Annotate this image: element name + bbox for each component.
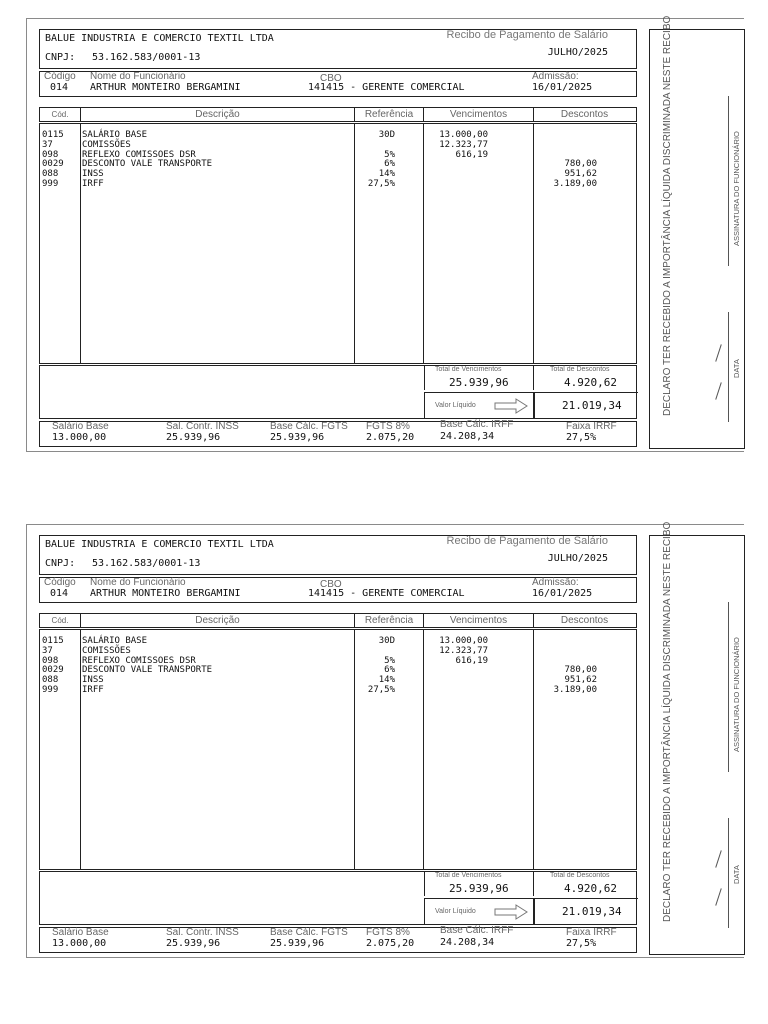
irrf-base-value: 24.208,34 — [440, 431, 495, 442]
salary-base-value: 13.000,00 — [52, 432, 107, 443]
table-body — [39, 629, 637, 870]
header-deductions: Descontos — [560, 615, 609, 626]
date-separator — [715, 888, 722, 905]
header-code: Cód. — [40, 614, 81, 627]
header-deductions: Descontos — [560, 109, 609, 120]
net-pay-label-box — [424, 898, 534, 924]
table-row-code: 0115 — [42, 130, 64, 140]
cnpj-value: 53.162.583/0001-13 — [92, 558, 201, 569]
company-name: BALUE INDUSTRIA E COMERCIO TEXTIL LTDA — [45, 539, 274, 550]
date-label: DATA — [732, 865, 741, 884]
table-row-code: 999 — [42, 684, 59, 695]
table-row-description: COMISSÕES — [82, 645, 131, 656]
admission-date: 16/01/2025 — [532, 82, 593, 93]
admission-label: Admissão: — [532, 71, 579, 82]
table-row-reference: 5% — [384, 149, 395, 160]
cnpj-label: CNPJ: — [45, 558, 76, 569]
column-deductions — [534, 124, 635, 363]
fgts-base-value: 25.939,96 — [270, 938, 325, 949]
table-row-description: INSS — [82, 675, 104, 686]
company-name: BALUE INDUSTRIA E COMERCIO TEXTIL LTDA — [45, 33, 274, 44]
table-row-code: 0029 — [42, 159, 64, 170]
total-deductions-box — [534, 872, 635, 896]
table-row-code: 999 — [42, 178, 59, 189]
arrow-right-icon — [494, 904, 528, 920]
header-description: Descrição — [81, 614, 355, 627]
column-reference — [355, 630, 424, 869]
table-row-reference: 30D — [378, 636, 395, 646]
header-code: Cód. — [40, 108, 81, 121]
net-pay-value: 21.019,34 — [562, 399, 622, 412]
signature-sidebar — [649, 521, 745, 955]
column-description — [81, 630, 355, 869]
header-reference: Referência — [355, 614, 424, 627]
pay-period: JULHO/2025 — [547, 47, 608, 58]
net-pay-label: Valor Líquido — [435, 908, 476, 915]
column-earnings — [424, 124, 534, 363]
date-separator — [715, 850, 722, 867]
cnpj-value: 53.162.583/0001-13 — [92, 52, 201, 63]
table-row-earnings: 13.000,00 — [439, 636, 488, 646]
header-section — [39, 29, 637, 69]
table-row-code: 37 — [42, 645, 53, 656]
arrow-right-icon — [494, 398, 528, 414]
table-row-code: 0115 — [42, 636, 64, 646]
table-row-description: INSS — [82, 169, 104, 180]
employee-section — [39, 71, 637, 97]
table-row-reference: 27,5% — [367, 178, 395, 189]
date-line — [728, 312, 729, 422]
totals-section — [39, 871, 637, 925]
table-row-deductions: 951,62 — [564, 168, 597, 179]
total-earnings-box — [424, 872, 534, 896]
total-deductions-label: Total de Descontos — [550, 366, 610, 373]
total-earnings-value: 25.939,96 — [449, 882, 509, 895]
fgts-label: FGTS 8% — [366, 421, 410, 432]
receipt-declaration: DECLARO TER RECEBIDO A IMPORTÂNCIA LÍQUIDA DISCRIMINADA NESTE RECIBO — [662, 521, 673, 922]
payslip-copy-1 — [26, 15, 744, 452]
column-earnings — [424, 630, 534, 869]
date-label: DATA — [732, 359, 741, 378]
total-deductions-label: Total de Descontos — [550, 872, 610, 879]
irrf-band-value: 27,5% — [566, 432, 597, 443]
inss-base-value: 25.939,96 — [166, 938, 221, 949]
table-row-earnings: 12.323,77 — [439, 139, 488, 150]
irrf-band-value: 27,5% — [566, 938, 597, 949]
table-row-deductions: 780,00 — [564, 159, 597, 169]
bases-section — [39, 927, 637, 953]
date-line — [728, 818, 729, 928]
table-row-deductions: 3.189,00 — [553, 684, 597, 695]
admission-date: 16/01/2025 — [532, 588, 593, 599]
cbo-label: CBO — [320, 579, 342, 590]
column-code — [40, 124, 81, 363]
table-row-code: 098 — [42, 655, 59, 666]
table-row-reference: 14% — [378, 169, 395, 180]
table-row-description: REFLEXO COMISSOES DSR — [82, 149, 196, 160]
total-earnings-label: Total de Vencimentos — [435, 872, 502, 879]
total-earnings-label: Total de Vencimentos — [435, 366, 502, 373]
table-row-code: 37 — [42, 139, 53, 150]
column-description — [81, 124, 355, 363]
irrf-band-label: Faixa IRRF — [566, 421, 617, 432]
name-label: Nome do Funcionário — [90, 71, 186, 82]
column-reference — [355, 124, 424, 363]
table-row-deductions: 780,00 — [564, 665, 597, 675]
fgts-base-value: 25.939,96 — [270, 432, 325, 443]
salary-base-value: 13.000,00 — [52, 938, 107, 949]
inss-base-value: 25.939,96 — [166, 432, 221, 443]
table-row-description: COMISSÕES — [82, 139, 131, 150]
table-row-earnings: 12.323,77 — [439, 645, 488, 656]
column-deductions — [534, 630, 635, 869]
table-row-description: DESCONTO VALE TRANSPORTE — [82, 159, 213, 170]
salary-base-label: Salário Base — [52, 927, 109, 938]
net-pay-value-box — [534, 392, 638, 418]
table-row-code: 088 — [42, 169, 59, 180]
cbo-label: CBO — [320, 73, 342, 84]
receipt-declaration: DECLARO TER RECEBIDO A IMPORTÂNCIA LÍQUIDA DISCRIMINADA NESTE RECIBO — [662, 15, 673, 416]
table-row-description: IRFF — [82, 178, 104, 189]
table-row-reference: 14% — [378, 675, 395, 686]
payslip-copy-2 — [26, 521, 744, 958]
table-row-reference: 27,5% — [367, 684, 395, 695]
table-row-earnings: 13.000,00 — [439, 130, 488, 140]
header-earnings: Vencimentos — [424, 614, 534, 627]
totals-section — [39, 365, 637, 419]
code-label: Código — [44, 577, 76, 588]
inss-base-label: Sal. Contr. INSS — [166, 421, 239, 432]
table-header — [39, 613, 637, 628]
pay-period: JULHO/2025 — [547, 553, 608, 564]
table-row-reference: 30D — [378, 130, 395, 140]
inss-base-label: Sal. Contr. INSS — [166, 927, 239, 938]
table-body — [39, 123, 637, 364]
table-row-reference: 6% — [384, 159, 395, 170]
signature-label: ASSINATURA DO FUNCIONÁRIO — [732, 131, 741, 246]
header-earnings: Vencimentos — [424, 108, 534, 121]
net-pay-value: 21.019,34 — [562, 905, 622, 918]
cbo-value: 141415 - GERENTE COMERCIAL — [308, 82, 465, 93]
table-row-description: IRFF — [82, 684, 104, 695]
cbo-value: 141415 - GERENTE COMERCIAL — [308, 588, 465, 599]
table-row-description: SALÁRIO BASE — [82, 130, 148, 140]
total-deductions-box — [534, 366, 635, 390]
irrf-base-label: Base Cálc. IRFF — [440, 925, 514, 936]
cnpj-label: CNPJ: — [45, 52, 76, 63]
fgts-value: 2.075,20 — [366, 938, 415, 949]
employee-name: ARTHUR MONTEIRO BERGAMINI — [90, 82, 241, 93]
signature-line — [728, 96, 729, 266]
table-row-description: REFLEXO COMISSOES DSR — [82, 655, 196, 666]
irrf-base-value: 24.208,34 — [440, 937, 495, 948]
fgts-base-label: Base Cálc. FGTS — [270, 421, 348, 432]
header-description: Descrição — [81, 108, 355, 121]
fgts-value: 2.075,20 — [366, 432, 415, 443]
table-row-reference: 5% — [384, 655, 395, 666]
fgts-label: FGTS 8% — [366, 927, 410, 938]
header-section — [39, 535, 637, 575]
table-row-code: 088 — [42, 675, 59, 686]
irrf-band-label: Faixa IRRF — [566, 927, 617, 938]
employee-name: ARTHUR MONTEIRO BERGAMINI — [90, 588, 241, 599]
employee-section — [39, 577, 637, 603]
total-earnings-box — [424, 366, 534, 390]
net-pay-label: Valor Líquido — [435, 402, 476, 409]
document-title: Recibo de Pagamento de Salário — [446, 535, 608, 547]
document-title: Recibo de Pagamento de Salário — [446, 29, 608, 41]
signature-sidebar — [649, 15, 745, 449]
header-reference: Referência — [355, 108, 424, 121]
table-row-code: 0029 — [42, 665, 64, 676]
fgts-base-label: Base Cálc. FGTS — [270, 927, 348, 938]
employee-code: 014 — [50, 82, 69, 93]
total-earnings-value: 25.939,96 — [449, 376, 509, 389]
table-row-description: SALÁRIO BASE — [82, 636, 148, 646]
table-row-description: DESCONTO VALE TRANSPORTE — [82, 665, 213, 676]
code-label: Código — [44, 71, 76, 82]
employee-code: 014 — [50, 588, 69, 599]
salary-base-label: Salário Base — [52, 421, 109, 432]
total-deductions-value: 4.920,62 — [564, 882, 617, 895]
date-separator — [715, 382, 722, 399]
bases-section — [39, 421, 637, 447]
table-row-reference: 6% — [384, 665, 395, 676]
name-label: Nome do Funcionário — [90, 577, 186, 588]
admission-label: Admissão: — [532, 577, 579, 588]
irrf-base-label: Base Cálc. IRFF — [440, 419, 514, 430]
column-code — [40, 630, 81, 869]
table-row-earnings: 616,19 — [455, 655, 488, 666]
date-separator — [715, 344, 722, 361]
table-row-deductions: 951,62 — [564, 674, 597, 685]
table-row-code: 098 — [42, 149, 59, 160]
net-pay-label-box — [424, 392, 534, 418]
table-header — [39, 107, 637, 122]
signature-line — [728, 602, 729, 772]
signature-label: ASSINATURA DO FUNCIONÁRIO — [732, 637, 741, 752]
table-row-deductions: 3.189,00 — [553, 178, 597, 189]
table-row-earnings: 616,19 — [455, 149, 488, 160]
net-pay-value-box — [534, 898, 638, 924]
total-deductions-value: 4.920,62 — [564, 376, 617, 389]
